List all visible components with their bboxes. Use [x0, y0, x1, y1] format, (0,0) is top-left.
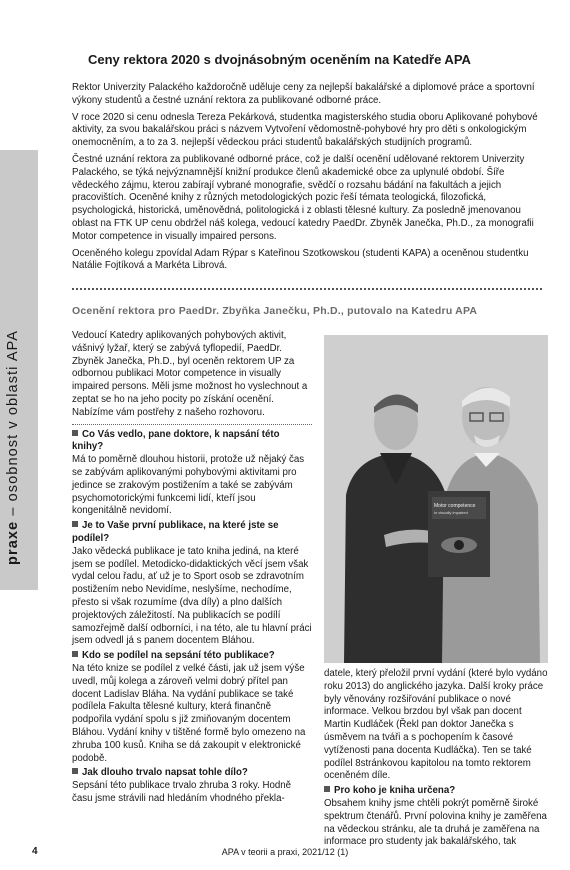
answer-continued: datele, který přeložil první vydání (které bylo vydáno roku 2013) do anglického jazyka. Další kroky práce byly věnovány rozšiřování publikace o nové informace. Velkou brzdou byl však pan docent Martin Kudláček (Řekl pan doktor Janečka s úsměvem na tváři a s pochopením k časové vytíženosti pana docenta Kudláčka). Ten se také podílel 8stránkovou kapitolou na tomto rektorem oceněném díle.	[324, 668, 548, 782]
section-divider	[72, 288, 542, 290]
section-label-rest: – osobnost v oblasti APA	[5, 329, 21, 521]
lead-paragraph: Vedoucí Katedry aplikovaných pohybových aktivit, vášnivý lyžař, který se zabývá tyflopedií, PaedDr. Zbyněk Janečka, Ph.D., byl oceněn rektorem UP za odbornou publikaci Motor competence in visually impaired persons. Měli jsme možnost ho vyslechnout a zeptat se ho na jeho pocity po získání ocenění. Nabízíme vám postřehy z našeho rozhovoru.	[72, 330, 308, 418]
question: Kdo se podílel na sepsání této publikace?	[72, 650, 312, 663]
bullet-square-icon	[72, 430, 78, 436]
book-cover-title: Motor competence	[434, 503, 476, 509]
article-title: Ceny rektora 2020 s dvojnásobným oceněním na Katedře APA	[88, 52, 471, 67]
intro-text	[72, 82, 542, 277]
answer: Obsahem knihy jsme chtěli pokrýt poměrně široké spektrum čtenářů. První polovina knihy je zaměřena na vědeckou stránku, ale ta druhá je zaměřena na informace pro studenty jak bakalářského, tak	[324, 797, 547, 848]
bullet-square-icon	[72, 768, 78, 774]
left-column	[72, 330, 312, 806]
lead-divider	[72, 424, 312, 425]
photo-two-men-with-book	[324, 335, 548, 663]
question: Jak dlouho trvalo napsat tohle dílo?	[72, 767, 312, 780]
bullet-square-icon	[324, 786, 330, 792]
answer: Sepsání této publikace trvalo zhruba 3 roky. Hodně času jsme strávili nad hledáním vhodného překla-	[72, 780, 291, 804]
answer: Má to poměrně dlouhou historii, protože už nějaký čas se zabývám aplikovanými pohybovými aktivitami pro jedince se zrakovým postižením a také se zabývám psychomotorickými funkcemi lidí, kteří jsou kongenitálně nevidomí.	[72, 454, 305, 517]
interview-subtitle: Ocenění rektora pro PaedDr. Zbyňka Janečku, Ph.D., putovalo na Katedru APA	[72, 305, 478, 317]
answer: Jako vědecká publikace je tato kniha jediná, na které jsem se podílel. Metodicko-didaktických věcí jsem však vydal celou řadu, ať už je to Sport osob se zdravotním postižením nebo Nevidíme, neslyšíme, nechodíme, přesto si však rozumíme (dva díly) a plno dalších projektových záležitostí. Na publikacích se podílí samozřejmě další odborníci, i na této, ale tu hlavní práci jsem odvedl já s panem docentem Bláhou.	[72, 545, 312, 647]
bullet-square-icon	[72, 521, 78, 527]
page-number: 4	[32, 846, 38, 857]
question: Pro koho je kniha určena?	[324, 785, 548, 798]
section-label	[5, 330, 21, 565]
intro-paragraph: Rektor Univerzity Palackého každoročně uděluje ceny za nejlepší bakalářské a diplomové práce a sportovní výkony studentů a čestné uznání rektora za publikované odborné práce.	[72, 82, 535, 106]
photo-illustration	[324, 335, 548, 663]
bullet-square-icon	[72, 651, 78, 657]
book-cover-subtitle: in visually impaired	[434, 510, 468, 515]
intro-paragraph: Oceněného kolegu zpovídal Adam Rýpar s Kateřinou Szotkowskou (studenti KAPA) a oceněnou studentku Natálie Fojtíková a Markéta Librová.	[72, 247, 529, 272]
question: Je to Vaše první publikace, na které jste se podílel?	[72, 520, 279, 544]
question: Co Vás vedlo, pane doktore, k napsání této knihy?	[72, 428, 280, 453]
answer: Na této knize se podílel z velké části, jak už jsem výše uvedl, můj kolega a zároveň velmi dobrý přítel pan docent Ladislav Bláha. Na vydání publikace se také podílela Fakulta tělesné kultury, která finančně podpořila vydání spolu s již zmiňovaným docentem Bláhou. Vydání knihy v tištěné formě bylo omezeno na zhruba 100 kusů. Kniha se dá zakoupit v elektronické podobě.	[72, 662, 306, 764]
journal-footer: APA v teorii a praxi, 2021/12 (1)	[221, 847, 349, 857]
intro-paragraph: V roce 2020 si cenu odnesla Tereza Pekárková, studentka magisterského studia oboru Aplikované pohybové aktivity, za svou bakalářskou práci s názvem Vytvoření vědomostně-pohybové hry pro děti s onkologickým onemocněním, a to za 3. nejlepší vědeckou práci studentů bakalářských studijních programů.	[72, 111, 538, 149]
right-column	[324, 668, 548, 849]
section-label-bold: praxe	[5, 520, 21, 565]
intro-paragraph: Čestné uznání rektora za publikované odborné práce, což je další ocenění udělované rektorem Univerzity Palackého, se týká nejvýznamnější knižní produkce členů akademické obce za uplynulé období. Šíře vědeckého zájmu, kterou zabírají vybrané monografie, svědčí o rozsahu bádání na fakultách a jejich pracovištích. Oceněné knihy z různých metodologických pozic řeší témata teologická, filozofická, psychologická, historická, uměnovědná, politologická i z oblasti tělesné kultury. Za posledně jmenovanou oblast na FTK UP cenu obdržel náš kolega, vedoucí katedry PaedDr. Zbyněk Janečka, Ph.D., za monografii Motor competence in visually impaired persons.	[72, 153, 534, 242]
